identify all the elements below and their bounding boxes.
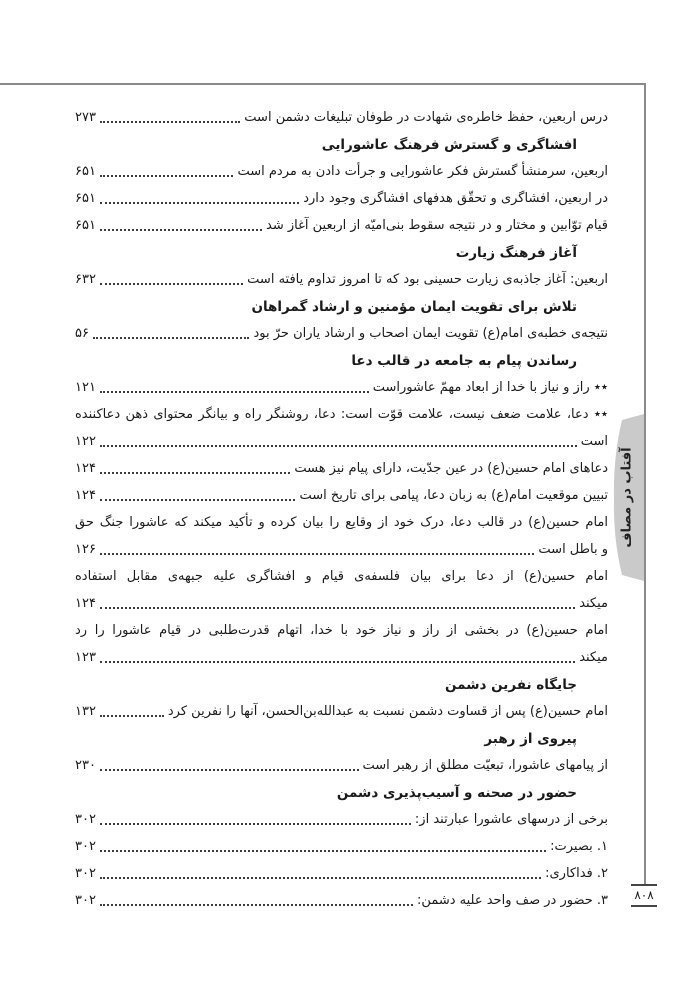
toc-entry-text: میکند [579,650,608,665]
toc-entry-text: ۲. فداکاری: [545,866,608,881]
toc-entry [75,320,608,347]
toc-heading [75,239,608,266]
toc-entry [75,266,608,293]
folio-rule-bottom [631,905,657,907]
dot-leader [100,661,575,663]
toc-entry [75,212,608,239]
toc-heading [75,347,608,374]
toc-page-number: ۲۳۰ [75,758,96,773]
toc-page-number: ۳۰۲ [75,812,96,827]
toc-heading-text: تلاش برای تقویت ایمان مؤمنین و ارشاد گمراهان [251,298,577,315]
toc-entry [75,806,608,833]
dot-leader [100,472,290,474]
toc-heading [75,131,608,158]
toc-heading-text: حضور در صحنه و آسیب‌پذیری دشمن [336,784,577,801]
toc-entry-text: قیام توّابین و مختار و در نتیجه سقوط بنی‌امیّه از اربعین آغاز شد [266,218,608,233]
dot-leader [100,283,243,285]
toc-entry-text: از پیامهای عاشورا، تبعیّت مطلق از رهبر است [362,758,608,773]
toc-page-number: ۶۵۱ [75,191,96,206]
toc-entry [75,536,608,563]
toc-entry [75,185,608,212]
dot-leader [100,391,369,393]
toc-entry [75,833,608,860]
dot-leader [100,769,359,771]
toc-page-number: ۶۳۲ [75,272,96,287]
side-tab-title: آفتاب در مصاف [620,447,635,548]
toc-entry [75,455,608,482]
toc-entry [75,374,608,401]
toc-page-number: ۶۵۱ [75,164,96,179]
dot-leader [100,202,299,204]
dot-leader [100,904,413,906]
toc-page-number: ۳۰۲ [75,839,96,854]
toc-entry-text: نتیجه‌ی خطبه‌ی امام(ع) تقویت ایمان اصحاب و ارشاد یاران حرّ بود [253,326,608,341]
toc-wrap-line [75,509,608,536]
toc-entry [75,428,608,455]
right-margin-rule [644,83,646,884]
toc-entry-text: اربعین: آغاز جاذبه‌ی زیارت حسینی بود که تا امروز تداوم یافته است [247,272,608,287]
toc-heading-text: افشاگری و گسترش فرهنگ عاشورایی [321,136,577,153]
toc-page-number: ۱۲۴ [75,596,96,611]
toc-entry-text: اربعین، سرمنشأ گسترش فکر عاشورایی و جرأت دادن به مردم است [237,164,608,179]
toc-heading [75,293,608,320]
toc-heading-text: رساندن پیام به جامعه در قالب دعا [351,352,577,369]
toc-entry-text: است [580,434,608,449]
folio-number: ۸۰۸ [634,888,654,902]
toc-heading [75,671,608,698]
side-tab [611,413,644,582]
top-margin-rule [0,83,646,85]
dot-leader [100,877,541,879]
toc-entry [75,104,608,131]
toc-entry-text: امام حسین(ع) پس از قساوت دشمن نسبت به عبدالله‌بن‌الحسن، آنها را نفرین کرد [167,704,608,719]
toc-heading [75,779,608,806]
toc-wrap-line [75,617,608,644]
toc-entry-text: دعاهای امام حسین(ع) در عین جدّیت، دارای پیام نیز هست [294,461,608,476]
dot-leader [100,175,234,177]
toc-entry [75,752,608,779]
dot-leader [100,229,262,231]
dot-leader [100,499,296,501]
table-of-contents [75,104,608,914]
toc-entry-text: میکند [579,596,608,611]
toc-page-number: ۱۲۱ [75,380,96,395]
toc-page-number: ۵۶ [75,326,89,341]
toc-entry [75,887,608,914]
toc-entry-text: در اربعین، افشاگری و تحقّق هدفهای افشاگری وجود دارد [303,191,608,206]
toc-entry-text: امام حسین(ع) در بخشی از راز و نیاز خود با خدا، اتهام قدرت‌طلبی در قیام عاشورا را رد [75,623,608,638]
toc-heading-text: آغاز فرهنگ زیارت [455,244,577,261]
toc-wrap-line [75,563,608,590]
toc-entry [75,158,608,185]
toc-entry-text: ٭٭ راز و نیاز با خدا از ابعاد مهمّ عاشوراست [372,380,608,395]
toc-page-number: ۱۲۲ [75,434,96,449]
toc-heading-text: جایگاه نفرین دشمن [445,676,577,693]
dot-leader [100,445,577,447]
toc-page-number: ۳۰۲ [75,866,96,881]
page-number [627,884,661,907]
toc-page-number: ۱۲۳ [75,650,96,665]
dot-leader [100,715,164,717]
toc-entry [75,860,608,887]
toc-wrap-line [75,401,608,428]
toc-page-number: ۲۷۳ [75,110,96,125]
dot-leader [100,823,411,825]
toc-page-number: ۶۵۱ [75,218,96,233]
toc-entry-text: ٭٭ دعا، علامت ضعف نیست، علامت قوّت است: دعا، روشنگر راه و بیانگر محتوای ذهن دعاکننده [75,407,608,422]
toc-page-number: ۱۲۶ [75,542,96,557]
toc-entry [75,698,608,725]
toc-entry-text: امام حسین(ع) از دعا برای بیان فلسفه‌ی قیام و افشاگری علیه جبهه‌ی مقابل استفاده [75,569,608,584]
toc-heading [75,725,608,752]
toc-entry-text: برخی از درسهای عاشورا عبارتند از: [414,812,608,827]
dot-leader [100,121,240,123]
toc-page-number: ۱۳۲ [75,704,96,719]
toc-entry-text: ۱. بصیرت: [550,839,608,854]
toc-page-number: ۳۰۲ [75,893,96,908]
toc-entry [75,644,608,671]
toc-entry-text: ۳. حضور در صف واحد علیه دشمن: [417,893,608,908]
toc-entry [75,590,608,617]
toc-heading-text: پیروی از رهبر [484,730,577,747]
dot-leader [100,607,575,609]
toc-entry-text: درس اربعین، حفظ خاطره‌ی شهادت در طوفان تبلیغات دشمن است [244,110,608,125]
toc-entry-text: تبیین موقعیت امام(ع) به زبان دعا، پیامی برای تاریخ است [299,488,608,503]
toc-entry-text: و باطل است [538,542,608,557]
toc-page-number: ۱۲۴ [75,461,96,476]
dot-leader [100,850,546,852]
toc-entry [75,482,608,509]
toc-page-number: ۱۲۴ [75,488,96,503]
toc-entry-text: امام حسین(ع) در قالب دعا، درک خود از وقایع را بیان کرده و تأکید میکند که عاشورا جنگ حق [75,515,608,530]
dot-leader [93,337,250,339]
dot-leader [100,553,534,555]
